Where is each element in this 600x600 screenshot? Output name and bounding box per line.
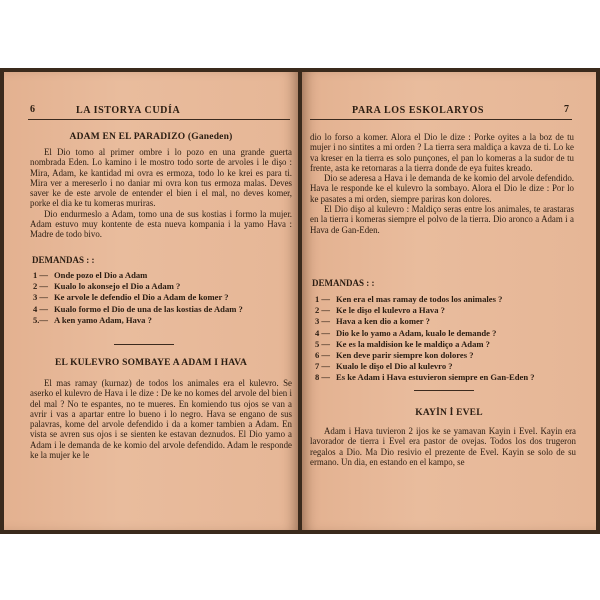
header-rule: [310, 119, 572, 120]
question-text: Es ke Adam i Hava estuvieron siempre en Gan-Eden ?: [336, 372, 535, 383]
question-text: Ken deve parir siempre kon dolores ?: [336, 350, 474, 361]
question-item: [312, 294, 535, 305]
demandas-label: DEMANDAS : :: [32, 255, 95, 265]
paragraph: Dio endurmeslo a Adam, tomo una de sus kostias i formo la mujer. Adam estuvo muy kontente de esta nueva kompania i la yamo Hava : Madre de todo bivo.: [30, 208, 292, 240]
question-item: [30, 292, 243, 303]
question-item: [312, 339, 535, 350]
question-item: [30, 281, 243, 292]
question-text: A ken yamo Adam, Hava ?: [54, 314, 152, 325]
question-item: [30, 270, 243, 281]
question-number: 5 —: [314, 338, 330, 349]
question-text: Kualo formo el Dio de una de las kostias de Adam ?: [54, 303, 243, 314]
question-text: Onde pozo el Dio a Adam: [54, 270, 148, 280]
question-text: Ke le dişo el kulevro a Hava ?: [336, 305, 445, 316]
question-number: 4 —: [314, 327, 330, 338]
question-item: [312, 361, 535, 372]
paragraph: El mas ramay (kurnaz) de todos los animales era el kulevro. Se aserko el kulevro de Hava i le dize : De ke no komes del arvole del bien i del mal ? No te espantes, no te mueres. En komiendo tus ojos se van a avrir i vas a apartar entre lo bueno i lo negro. Hava se engano de sus palavras, kome del arvole defendido i da a komer tambien a Adam. En vista se avren sus ojos i se sienten ke estavan deznudos. El Dio yamo a Adam i le demanda de ke komio del arvole defendido. Adam le responde ke la mujer ke le: [30, 378, 292, 461]
question-number: 7 —: [314, 361, 330, 372]
question-number: 3 —: [32, 292, 48, 303]
question-item: [312, 305, 535, 316]
paragraph: Dio se aderesa a Hava i le demanda de ke komio del arvole defendido. Hava le responde ke el kulevro la sombayo. Alora el Dio le dize : Por lo ke pasates a mi orden, siempre pariras kon dolores.: [310, 173, 574, 204]
question-text: Ke es la maldision ke le maldiço a Adam ?: [336, 338, 490, 349]
section-body: [310, 426, 576, 467]
question-number: 1 —: [314, 294, 330, 304]
question-text: Dio ke lo yamo a Adam, kualo le demande ?: [336, 327, 497, 338]
section-divider: [114, 344, 174, 345]
section-body: [30, 378, 292, 460]
question-item: [312, 316, 535, 327]
demandas-label: DEMANDAS : :: [312, 278, 375, 288]
question-text: Kualo le dişo el Dio al kulevro ?: [336, 361, 453, 372]
page-number: 7: [564, 104, 569, 115]
paragraph: El Dio dişo al kulevro : Maldiço seras entre los animales, te arastaras en la tierra i komeras siempre el polvo de la tierra. Dio aronco a Adam i a Hava de Gan-Eden.: [310, 204, 574, 235]
question-number: 5.—: [32, 314, 48, 325]
continuation-body: [310, 132, 574, 235]
section-divider: [414, 390, 474, 391]
question-number: 4 —: [32, 303, 48, 314]
paragraph: dio lo forso a komer. Alora el Dio le dize : Porke oyites a la boz de tu mujer i no sintites a mi orden ? La tierra sera maldiça a kavza de ti. Lo ke va kreser en la tierra es solo punçones, el pan lo komeras a la sudor de tu frente, asta ke retornaras a la tierra donde de eya fuites kreado.: [310, 132, 574, 173]
question-text: Hava a ken dio a komer ?: [336, 316, 430, 327]
header-rule: [28, 119, 290, 120]
question-number: 3 —: [314, 316, 330, 327]
running-head: PARA LOS ESKOLARYOS: [352, 105, 485, 116]
question-number: 2 —: [32, 281, 48, 292]
question-text: Ken era el mas ramay de todos los animales ?: [336, 294, 503, 304]
running-head: LA ISTORYA CUDÍA: [76, 105, 181, 116]
question-text: Ke arvole le defendio el Dio a Adam de komer ?: [54, 292, 229, 303]
question-number: 6 —: [314, 350, 330, 361]
right-page: [302, 72, 596, 530]
section-title: ADAM EN EL PARADIZO (Ganeden): [69, 132, 233, 142]
question-item: [312, 372, 535, 383]
question-number: 2 —: [314, 305, 330, 316]
page-number: 6: [30, 104, 35, 115]
question-list: [312, 294, 535, 384]
question-number: 8 —: [314, 372, 330, 383]
left-page: [4, 72, 298, 530]
question-text: Kualo lo akonsejo el Dio a Adam ?: [54, 281, 181, 292]
section-title: KAYİN İ EVEL: [415, 408, 483, 418]
section-body: [30, 147, 292, 240]
paragraph: El Dio tomo al primer ombre i lo pozo en una grande guerta nombrada Eden. Lo kamino i le mostro todo sorte de arvoles i le dişo : Mira, Adam, ke kantidad mi ovra es ermoza, todo lo ke krei es para ti. Mira ver a mereserlo i no daniar mi ovra kon tus ermoza malas. Deves saver ke de este arvole de entender el bien i el mal, no deves komer, porke el dia ke tu komeras muriras.: [30, 147, 292, 209]
paragraph: Adam i Hava tuvieron 2 ijos ke se yamavan Kayin i Evel. Kayin era lavorador de tierra i Evel era pastor de ovejas. Todos los dos trugeron regalos a Dio. Ma Dio resivio el prezente de Evel. Kayin se solo de su ermano. Un dia, en estando en el kampo, se: [310, 426, 576, 467]
section-title: EL KULEVRO SOMBAYE A ADAM I HAVA: [54, 358, 248, 368]
question-list: [30, 270, 243, 326]
question-item: [312, 350, 535, 361]
question-item: [30, 304, 243, 315]
question-item: [30, 315, 243, 326]
question-item: [312, 328, 535, 339]
question-number: 1 —: [32, 270, 48, 280]
